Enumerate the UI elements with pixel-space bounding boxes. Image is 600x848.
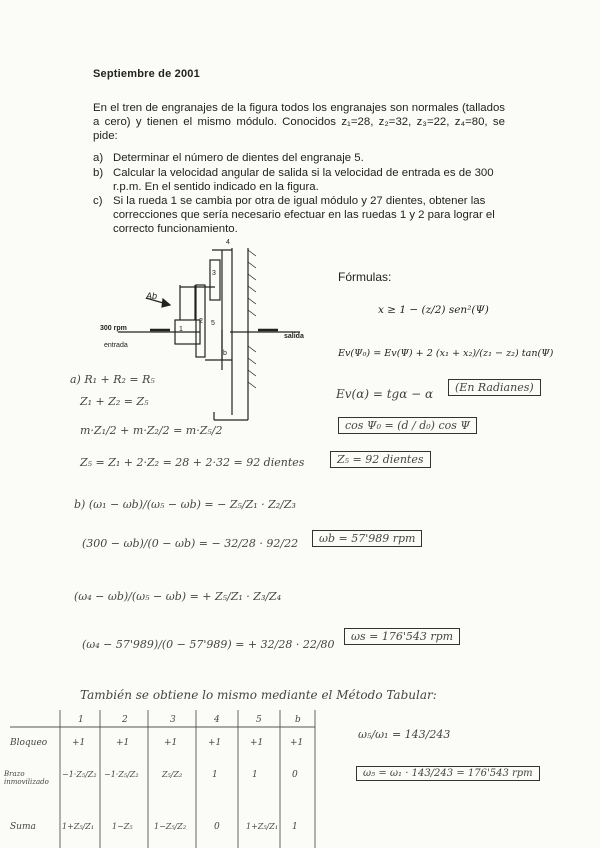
- table-cell: +1: [290, 738, 304, 748]
- input-label: entrada: [104, 342, 128, 349]
- z3-value: z₃=22: [416, 116, 447, 128]
- z2-value: z₂=32: [378, 116, 409, 128]
- question-label: c): [93, 195, 103, 208]
- tabular-result: ω₅ = ω₁ · 143/243 = 176'543 rpm: [356, 766, 540, 781]
- gear-label-4: 4: [226, 239, 230, 246]
- output-label: salida: [284, 333, 304, 340]
- z1-value: z₁=28: [341, 116, 371, 128]
- table-cell: 1−Z₅/Z₂: [154, 822, 187, 831]
- table-cell: 1−Z₅: [112, 822, 133, 831]
- table-cell: 1+Z₅/Z₁: [62, 822, 95, 831]
- answer-b-line4: (ω₄ − 57'989)/(0 − 57'989) = + 32/28 · 22/80: [82, 638, 335, 651]
- table-cell: 1+Z₅/Z₁: [246, 822, 279, 831]
- table-row-label: Bloqueo: [10, 738, 48, 748]
- table-cell: Z₅/Z₂: [162, 770, 183, 779]
- view-label: Ab: [146, 291, 158, 301]
- formulas-label: Fórmulas:: [338, 270, 392, 284]
- question-text: Calcular la velocidad angular de salida si la velocidad de entrada es de 300 r.p.m. En el sentido indicado en la figura.: [113, 166, 494, 193]
- problem-statement: En el tren de engranajes de la figura todos los engranajes son normales (tallados a cero) y tienen el mismo módulo. Conocidos z₁=28, z₂=32, z₃=22, z₄=80, se pide:: [93, 102, 505, 142]
- answer-b-result2: ωs = 176'543 rpm: [344, 628, 460, 645]
- table-cell: 0: [214, 822, 220, 832]
- table-cell: +1: [208, 738, 222, 748]
- tabular-ratio: ω₅/ω₁ = 143/243: [358, 728, 451, 741]
- table-row-label: Suma: [10, 822, 36, 832]
- answer-a-line1: a) R₁ + R₂ = R₅: [70, 373, 155, 386]
- gear-label-3: 3: [212, 270, 216, 277]
- intro-end: , se pide:: [93, 116, 505, 142]
- page-heading: Septiembre de 2001: [93, 68, 200, 80]
- formula-ev-note: (En Radianes): [448, 379, 541, 396]
- z4-value: z₄=80: [454, 116, 485, 128]
- table-cell: +1: [116, 738, 130, 748]
- formula-min-correction: x ≥ 1 − (z/2) sen²(Ψ): [378, 304, 489, 316]
- table-header-1: 1: [78, 715, 84, 725]
- table-header-b: b: [295, 715, 301, 725]
- gear-label-1: 1: [179, 326, 183, 333]
- table-title: También se obtiene lo mismo mediante el Método Tabular:: [80, 688, 437, 702]
- answer-b-line3: (ω₄ − ωb)/(ω₅ − ωb) = + Z₅/Z₁ · Z₃/Z₄: [74, 590, 282, 603]
- table-header-3: 3: [170, 715, 176, 725]
- table-header-5: 5: [256, 715, 262, 725]
- table-cell: +1: [164, 738, 178, 748]
- question-label: a): [93, 152, 104, 164]
- answer-a-line2: Z₁ + Z₂ = Z₅: [80, 395, 149, 408]
- answer-b-line1: b) (ω₁ − ωb)/(ω₅ − ωb) = − Z₅/Z₁ · Z₂/Z₃: [74, 498, 296, 511]
- table-header-4: 4: [214, 715, 220, 725]
- table-cell: −1·Z₅/Z₂: [62, 770, 97, 779]
- input-speed-label: 300 rpm: [100, 325, 127, 332]
- question-label: b): [93, 166, 104, 179]
- answer-a-line3: m·Z₁/2 + m·Z₂/2 = m·Z₅/2: [80, 424, 223, 437]
- table-cell: 0: [292, 770, 298, 780]
- intro-text: En el tren de engranajes de la figura todos los engranajes son normales (tallados a cero) y tienen el mismo módulo. Conocidos: [93, 102, 505, 128]
- answer-b-result: ωb = 57'989 rpm: [312, 530, 422, 547]
- question-text: Determinar el número de dientes del engranaje 5.: [113, 152, 364, 164]
- table-row-label: Brazo inmovilizado: [4, 770, 49, 786]
- formula-ev-alpha: Ev(α) = tgα − α: [336, 387, 434, 401]
- answer-a-result: Z₅ = 92 dientes: [330, 451, 431, 468]
- table-cell: +1: [250, 738, 264, 748]
- gear-label-5: 5: [211, 320, 215, 327]
- answer-a-derivation: Z₅ = Z₁ + 2·Z₂ = 28 + 2·32 = 92 dientes: [80, 456, 305, 469]
- table-cell: +1: [72, 738, 86, 748]
- formula-cos-psi: cos Ψ₀ = (d / d₀) cos Ψ: [338, 417, 477, 434]
- gear-label-b: b: [223, 350, 227, 357]
- gear-label-2: 2: [199, 318, 203, 325]
- table-cell: −1·Z₅/Z₂: [104, 770, 139, 779]
- question-text: Si la rueda 1 se cambia por otra de igual módulo y 27 dientes, obtener las correcciones que sería necesario efectuar en las ruedas 1 y 2 para lograr el correcto funcionamiento.: [113, 195, 495, 235]
- table-cell: 1: [212, 770, 218, 780]
- formula-involute: Ev(Ψ₀) = Ev(Ψ) + 2 (x₁ + x₂)/(z₁ − z₂) tan(Ψ): [338, 348, 554, 359]
- table-cell: 1: [252, 770, 258, 780]
- table-header-2: 2: [122, 715, 128, 725]
- table-cell: 1: [292, 822, 298, 832]
- answer-b-line2: (300 − ωb)/(0 − ωb) = − 32/28 · 92/22: [82, 537, 299, 550]
